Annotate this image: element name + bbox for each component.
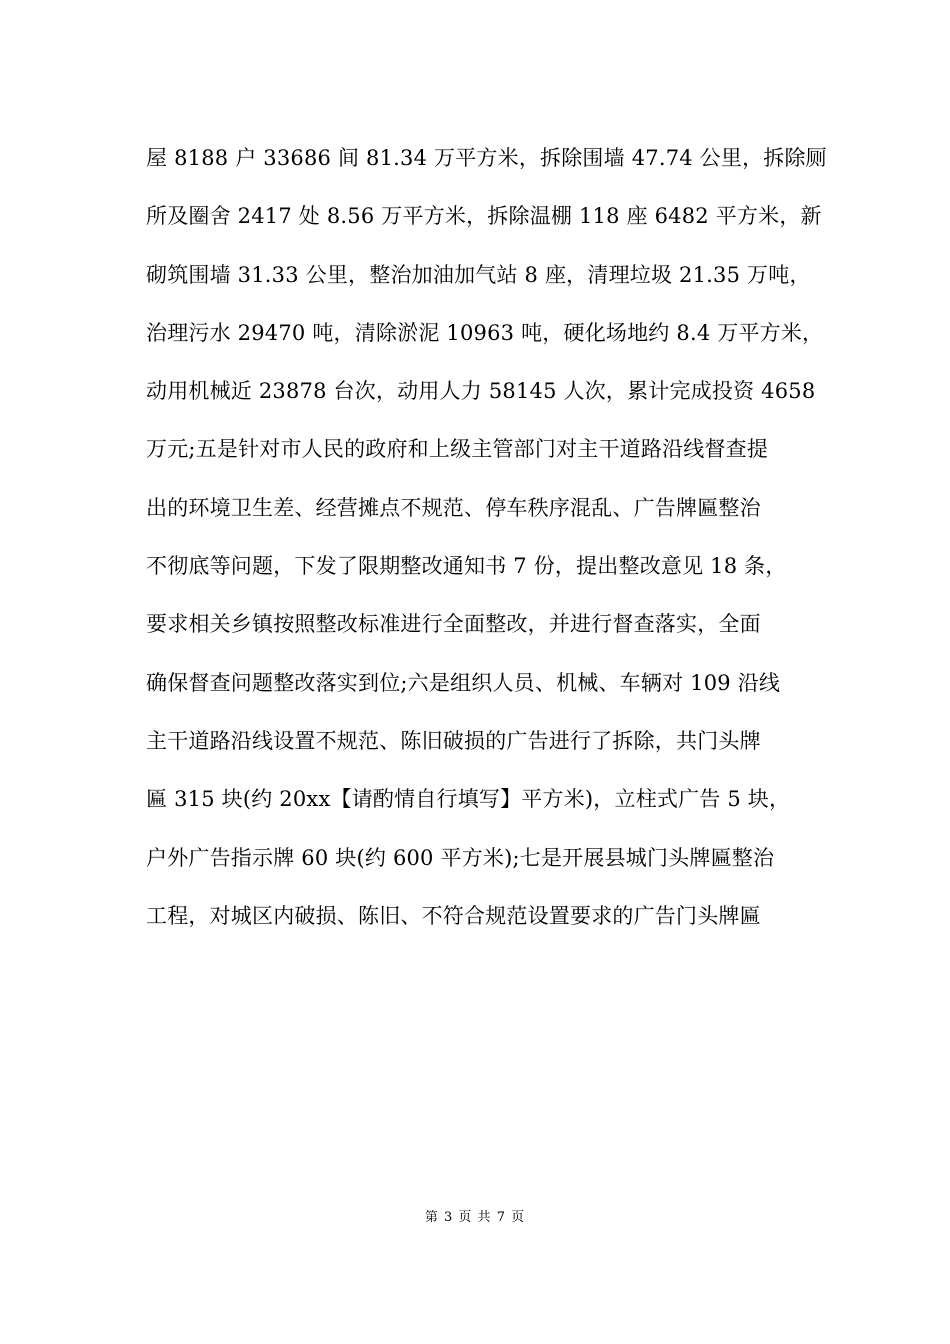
text-line: 所及圈舍 2417 处 8.56 万平方米，拆除温棚 118 座 6482 平方米，新 [146,204,822,229]
text-line: 工程，对城区内破损、陈旧、不符合规范设置要求的广告门头牌匾 [146,903,761,928]
text-line: 动用机械近 23878 台次，动用人力 58145 人次，累计完成投资 4658 [146,379,816,404]
text-line: 砌筑围墙 31.33 公里，整治加油加气站 8 座，清理垃圾 21.35 万吨， [146,262,811,287]
text-line: 匾 315 块(约 20xx【请酌情自行填写】平方米)，立柱式广告 5 块， [146,787,791,812]
text-line: 万元;五是针对市人民的政府和上级主管部门对主干道路沿线督查提 [146,437,769,462]
text-line: 不彻底等问题，下发了限期整改通知书 7 份，提出整改意见 18 条， [146,554,787,579]
text-line: 要求相关乡镇按照整改标准进行全面整改，并进行督查落实，全面 [146,612,761,637]
text-line: 户外广告指示牌 60 块(约 600 平方米);七是开展县城门头牌匾整治 [146,845,775,870]
text-line: 出的环境卫生差、经营摊点不规范、停车秩序混乱、广告牌匾整治 [146,495,761,520]
text-line: 治理污水 29470 吨，清除淤泥 10963 吨，硬化场地约 8.4 万平方米， [146,320,824,345]
text-line: 确保督查问题整改落实到位;六是组织人员、机械、车辆对 109 沿线 [146,670,781,695]
text-line: 屋 8188 户 33686 间 81.34 万平方米，拆除围墙 47.74 公里，拆除厕 [146,146,827,170]
page-number-footer: 第 3 页 共 7 页 [424,1210,526,1225]
text-line: 主干道路沿线设置不规范、陈旧破损的广告进行了拆除，共门头牌 [146,728,761,753]
body-text [146,137,836,953]
